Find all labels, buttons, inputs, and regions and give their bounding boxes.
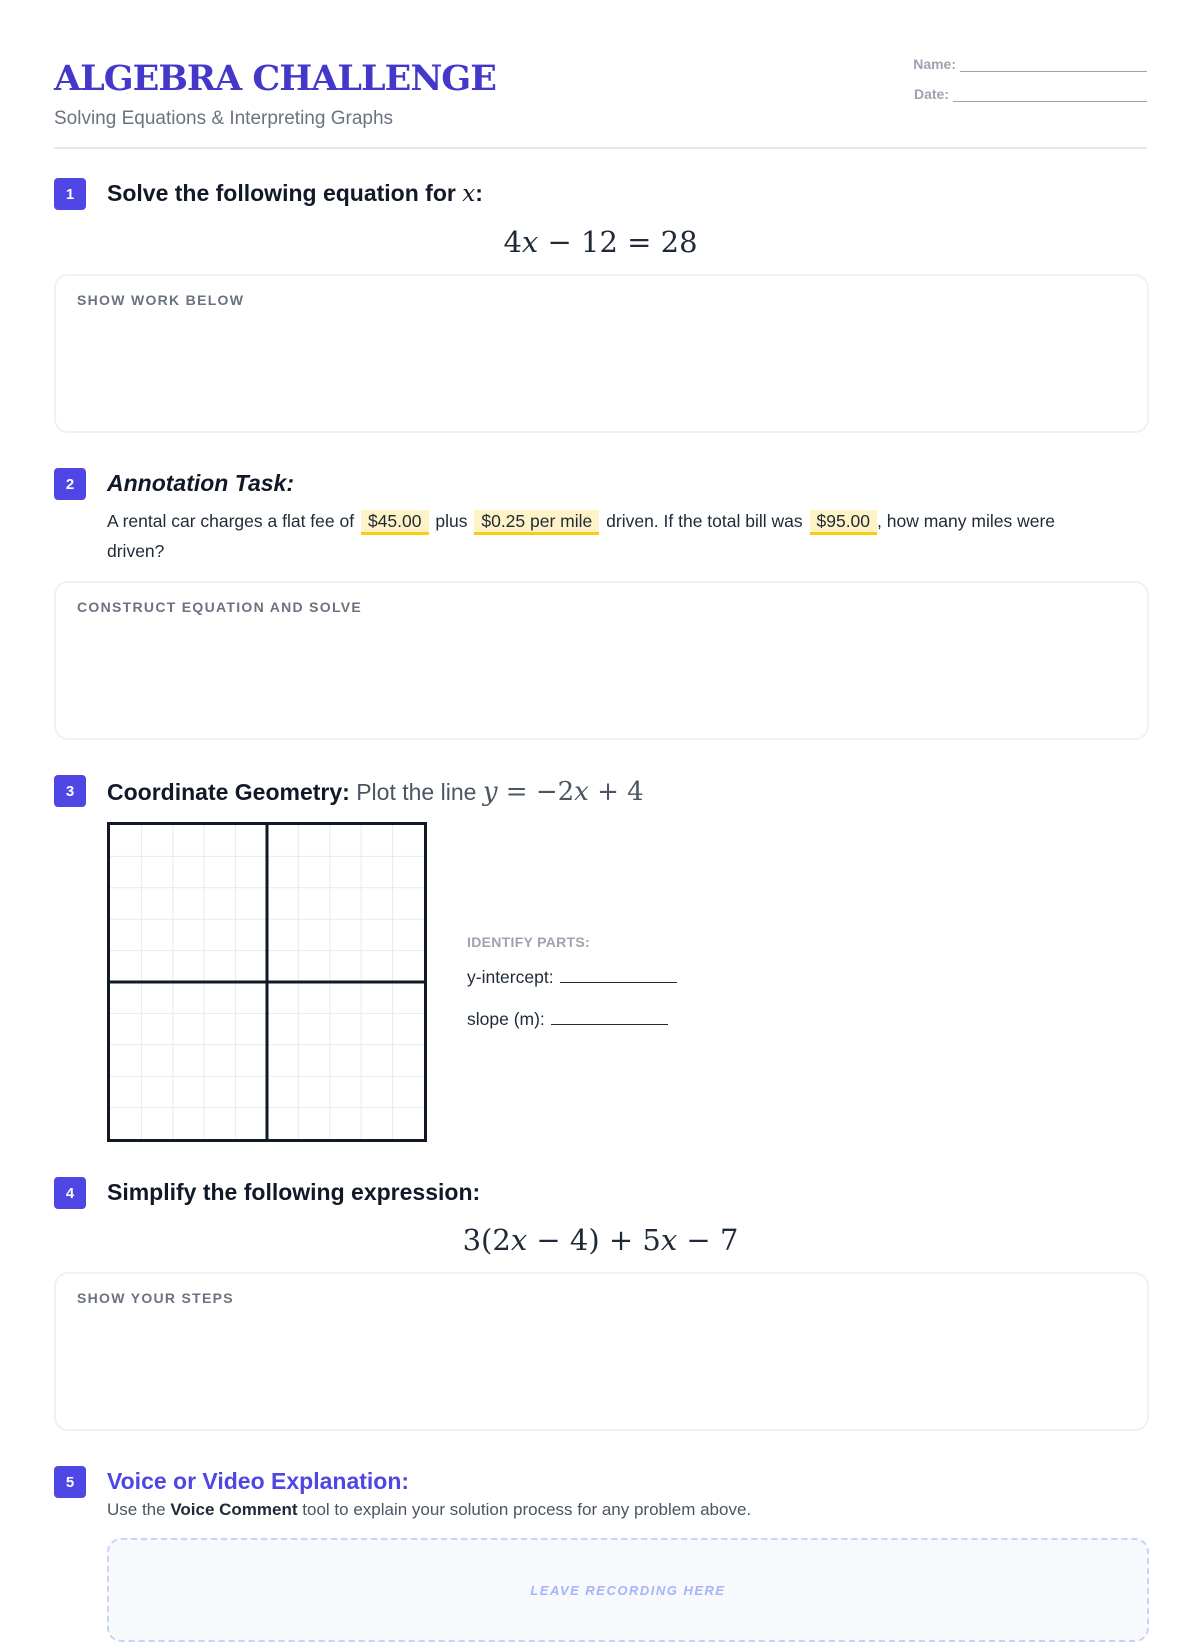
coordinate-grid-svg[interactable] xyxy=(110,825,424,1139)
problem-text-segment: A rental car charges a flat fee of xyxy=(107,511,355,531)
date-blank[interactable] xyxy=(953,87,1147,102)
instructions-text: Use the xyxy=(107,1500,166,1519)
line-eq-slope: = −2 xyxy=(497,777,575,807)
question-4-work-area[interactable] xyxy=(54,1272,1149,1431)
name-blank[interactable] xyxy=(960,57,1147,72)
identify-parts-panel xyxy=(467,934,677,1030)
question-1-work-area[interactable] xyxy=(54,274,1149,433)
header-divider xyxy=(54,147,1147,149)
name-field[interactable] xyxy=(913,56,1147,72)
line-eq-intercept: + 4 xyxy=(588,777,644,807)
worksheet-title: ALGEBRA CHALLENGE xyxy=(54,58,496,99)
question-3-title-bold: Coordinate Geometry: xyxy=(107,779,350,805)
question-number-badge: 4 xyxy=(54,1177,86,1209)
question-1-title-text: Solve the following equation for xyxy=(107,180,463,206)
question-1-variable: x xyxy=(462,181,476,207)
expr-part: − 4) + 5 xyxy=(527,1223,661,1257)
question-2-title: Annotation Task: xyxy=(107,470,294,496)
highlight-flat-fee[interactable]: $45.00 xyxy=(361,510,429,535)
highlight-per-mile-rate[interactable]: $0.25 per mile xyxy=(474,510,599,535)
date-field[interactable] xyxy=(914,86,1147,102)
question-2-work-area[interactable] xyxy=(54,581,1149,740)
expr-part: 3(2 xyxy=(462,1223,511,1257)
question-5-title: Voice or Video Explanation: xyxy=(107,1468,410,1494)
expr-variable: x xyxy=(510,1223,528,1257)
expr-variable: x xyxy=(660,1223,678,1257)
question-2-problem-text xyxy=(107,506,1067,566)
name-label: Name: xyxy=(913,56,956,72)
highlight-total-bill[interactable]: $95.00 xyxy=(810,510,878,535)
eq-variable: x xyxy=(521,225,539,259)
question-4-title: Simplify the following expression: xyxy=(107,1179,481,1205)
slope-row[interactable] xyxy=(467,1008,677,1030)
date-label: Date: xyxy=(913,86,949,102)
question-5-instructions xyxy=(107,1500,751,1520)
y-intercept-label: y-intercept: xyxy=(467,967,554,987)
identify-parts-heading: IDENTIFY PARTS: xyxy=(467,934,590,950)
eq-coefficient: 4 xyxy=(503,225,522,259)
work-area-label: SHOW WORK BELOW xyxy=(77,292,245,308)
work-area-label: SHOW YOUR STEPS xyxy=(77,1290,234,1306)
question-3-title xyxy=(107,777,644,807)
y-intercept-row[interactable] xyxy=(467,966,677,988)
problem-text-segment: , how many miles were driven? xyxy=(107,511,1056,561)
coordinate-grid[interactable] xyxy=(107,822,427,1142)
problem-text-segment: plus xyxy=(435,511,468,531)
question-1-equation xyxy=(54,225,1147,259)
question-number-badge: 5 xyxy=(54,1466,86,1498)
y-intercept-blank[interactable] xyxy=(560,966,677,983)
problem-text-segment: driven. If the total bill was xyxy=(606,511,803,531)
slope-label: slope (m): xyxy=(467,1009,545,1029)
slope-blank[interactable] xyxy=(551,1008,668,1025)
question-1-colon: : xyxy=(475,180,483,206)
recording-drop-zone[interactable] xyxy=(107,1538,1149,1642)
line-eq-y: y xyxy=(482,777,498,807)
line-eq-x: x xyxy=(574,777,589,807)
voice-comment-tool-name: Voice Comment xyxy=(170,1500,298,1519)
question-number-badge: 3 xyxy=(54,775,86,807)
work-area-label: CONSTRUCT EQUATION AND SOLVE xyxy=(77,599,363,615)
question-number-badge: 1 xyxy=(54,178,86,210)
worksheet-subtitle: Solving Equations & Interpreting Graphs xyxy=(54,108,394,129)
question-3-line-equation xyxy=(483,777,644,807)
recording-drop-zone-label: LEAVE RECORDING HERE xyxy=(530,1583,726,1598)
instructions-text: tool to explain your solution process for any problem above. xyxy=(302,1500,752,1519)
question-number-badge: 2 xyxy=(54,468,86,500)
question-3-title-plain: Plot the line xyxy=(356,779,477,805)
eq-rest: − 12 = 28 xyxy=(538,225,698,259)
question-4-expression xyxy=(54,1223,1147,1257)
expr-part: − 7 xyxy=(677,1223,739,1257)
question-1-title xyxy=(107,180,483,207)
